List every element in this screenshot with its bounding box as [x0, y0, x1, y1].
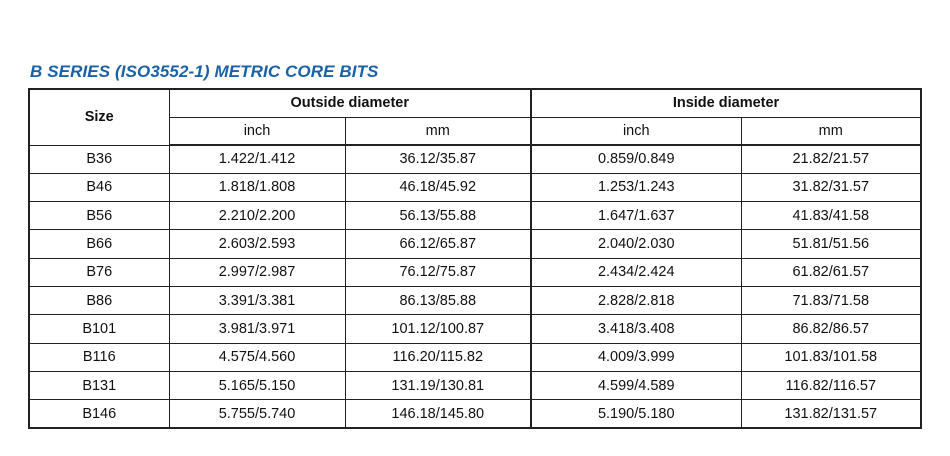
size-cell: B46 [29, 173, 169, 201]
od-mm-cell: 66.12/65.87 [345, 230, 531, 258]
id-mm-cell: 21.82/21.57 [741, 145, 921, 173]
od-inch-cell: 1.818/1.808 [169, 173, 345, 201]
id-inch-cell: 1.647/1.637 [531, 202, 741, 230]
od-inch-cell: 5.165/5.150 [169, 371, 345, 399]
id-mm-cell: 86.82/86.57 [741, 315, 921, 343]
outside-diameter-header: Outside diameter [169, 89, 531, 117]
table-row [29, 343, 921, 371]
id-mm-cell: 101.83/101.58 [741, 343, 921, 371]
core-bits-table [28, 88, 922, 429]
size-header: Size [29, 89, 169, 145]
id-inch-cell: 0.859/0.849 [531, 145, 741, 173]
od-mm-cell: 116.20/115.82 [345, 343, 531, 371]
id-mm-cell: 116.82/116.57 [741, 371, 921, 399]
od-inch-cell: 5.755/5.740 [169, 400, 345, 428]
id-inch-cell: 4.599/4.589 [531, 371, 741, 399]
od-inch-cell: 4.575/4.560 [169, 343, 345, 371]
table-row [29, 230, 921, 258]
od-mm-cell: 101.12/100.87 [345, 315, 531, 343]
id-mm-header: mm [741, 117, 921, 145]
od-inch-cell: 2.997/2.987 [169, 258, 345, 286]
od-inch-cell: 1.422/1.412 [169, 145, 345, 173]
od-inch-cell: 2.210/2.200 [169, 202, 345, 230]
table-row [29, 400, 921, 428]
id-inch-header: inch [531, 117, 741, 145]
od-mm-cell: 146.18/145.80 [345, 400, 531, 428]
id-mm-cell: 51.81/51.56 [741, 230, 921, 258]
od-mm-cell: 131.19/130.81 [345, 371, 531, 399]
size-cell: B56 [29, 202, 169, 230]
page-title: B SERIES (ISO3552-1) METRIC CORE BITS [30, 62, 379, 81]
size-cell: B76 [29, 258, 169, 286]
id-inch-cell: 4.009/3.999 [531, 343, 741, 371]
id-inch-cell: 2.828/2.818 [531, 286, 741, 314]
id-inch-cell: 3.418/3.408 [531, 315, 741, 343]
size-cell: B66 [29, 230, 169, 258]
id-inch-cell: 2.434/2.424 [531, 258, 741, 286]
od-mm-cell: 56.13/55.88 [345, 202, 531, 230]
od-mm-cell: 36.12/35.87 [345, 145, 531, 173]
id-inch-cell: 5.190/5.180 [531, 400, 741, 428]
table-row [29, 258, 921, 286]
od-mm-cell: 46.18/45.92 [345, 173, 531, 201]
size-cell: B86 [29, 286, 169, 314]
table-row [29, 371, 921, 399]
od-mm-cell: 76.12/75.87 [345, 258, 531, 286]
size-cell: B101 [29, 315, 169, 343]
id-mm-cell: 31.82/31.57 [741, 173, 921, 201]
od-inch-cell: 2.603/2.593 [169, 230, 345, 258]
table-row [29, 315, 921, 343]
id-mm-cell: 131.82/131.57 [741, 400, 921, 428]
od-mm-cell: 86.13/85.88 [345, 286, 531, 314]
id-mm-cell: 61.82/61.57 [741, 258, 921, 286]
id-mm-cell: 41.83/41.58 [741, 202, 921, 230]
table-row [29, 145, 921, 173]
id-inch-cell: 2.040/2.030 [531, 230, 741, 258]
size-cell: B116 [29, 343, 169, 371]
size-cell: B131 [29, 371, 169, 399]
table-row [29, 286, 921, 314]
table-row [29, 202, 921, 230]
od-mm-header: mm [345, 117, 531, 145]
size-cell: B146 [29, 400, 169, 428]
id-inch-cell: 1.253/1.243 [531, 173, 741, 201]
od-inch-cell: 3.981/3.971 [169, 315, 345, 343]
table-row [29, 173, 921, 201]
od-inch-cell: 3.391/3.381 [169, 286, 345, 314]
inside-diameter-header: Inside diameter [531, 89, 921, 117]
size-cell: B36 [29, 145, 169, 173]
id-mm-cell: 71.83/71.58 [741, 286, 921, 314]
od-inch-header: inch [169, 117, 345, 145]
